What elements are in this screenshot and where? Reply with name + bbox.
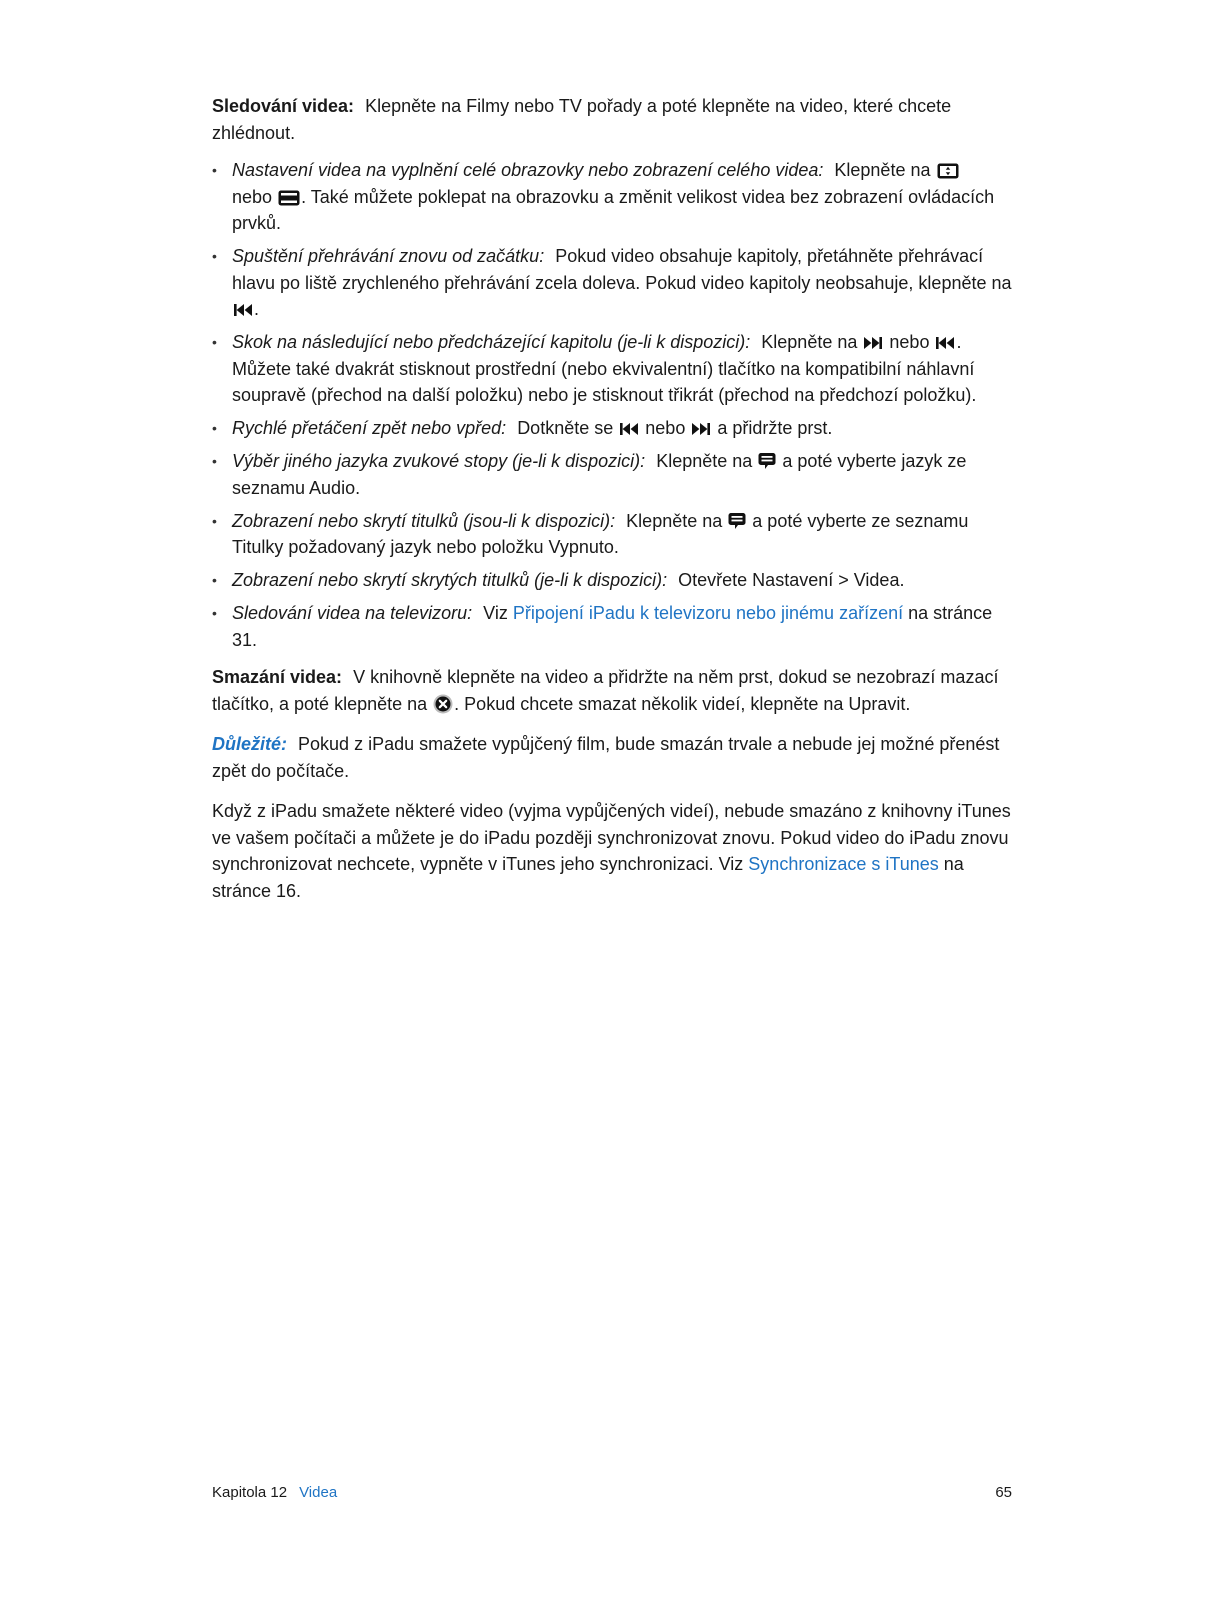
list-item-skip-chapter: [212, 329, 1012, 409]
audio-text-2: a poté vyberte jazyk ze seznamu Audio.: [232, 451, 967, 498]
skip-text-3: . Můžete také dvakrát stisknout prostřední (nebo ekvivalentní) tlačítko na kompatibilní náhlavní soupravě (přechod na další položku) nebo je stisknout třikrát (přechod na předchozí položku).: [232, 332, 977, 405]
important-paragraph: [212, 731, 1012, 784]
important-label: Důležité:: [212, 734, 288, 754]
previous-chapter-icon: [935, 335, 955, 351]
list-item-audio-language: [212, 448, 1012, 501]
delete-paragraph: [212, 664, 1012, 717]
list-item-closed-captions: [212, 567, 1012, 594]
sync-text-2: na stránce 16.: [212, 854, 964, 901]
sync-itunes-link[interactable]: Synchronizace s iTunes: [748, 854, 939, 874]
list-item-tv: [212, 600, 1012, 653]
tv-text-2: na stránce 31.: [232, 603, 993, 650]
skip-text-2: nebo: [889, 332, 930, 352]
fill-term: Nastavení videa na vyplnění celé obrazovky nebo zobrazení celého videa:: [232, 160, 824, 180]
video-controls-list: [212, 157, 1012, 653]
restart-text-2: .: [254, 299, 260, 319]
fit-screen-icon: [278, 190, 300, 206]
next-chapter-icon: [863, 335, 883, 351]
important-text: Pokud z iPadu smažete vypůjčený film, bude smazán trvale a nebude jej možné přenést zpět do počítače.: [212, 734, 1000, 781]
audio-text-1: Klepněte na: [656, 451, 753, 471]
skip-term: Skok na následující nebo předcházející kapitolu (je-li k dispozici):: [232, 332, 751, 352]
skip-text-1: Klepněte na: [761, 332, 858, 352]
list-item-subtitles: [212, 508, 1012, 561]
audio-term: Výběr jiného jazyka zvukové stopy (je-li k dispozici):: [232, 451, 646, 471]
fill-text-1: Klepněte na: [834, 160, 931, 180]
footer-chapter-name: Videa: [299, 1484, 338, 1501]
fill-text-2: nebo: [232, 186, 273, 207]
watch-term: Sledování videa:: [212, 96, 355, 116]
delete-icon: [433, 694, 453, 714]
restart-term: Spuštění přehrávání znovu od začátku:: [232, 246, 545, 266]
previous-chapter-icon: [619, 421, 639, 437]
delete-text-2: . Pokud chcete smazat několik videí, klepněte na Upravit.: [454, 693, 911, 714]
footer-chapter: Kapitola 12: [212, 1484, 288, 1501]
watch-text: Klepněte na Filmy nebo TV pořady a poté klepněte na video, které chcete zhlédnout.: [212, 96, 952, 143]
sync-paragraph: [212, 798, 1012, 904]
next-chapter-icon: [691, 421, 711, 437]
fill-text-3: . Také můžete poklepat na obrazovku a změnit velikost videa bez zobrazení ovládacích prvků.: [232, 186, 995, 233]
delete-text-1: V knihovně klepněte na video a přidržte na něm prst, dokud se nezobrazí mazací tlačítko, a poté klepněte na: [212, 667, 999, 714]
subtitles-text-1: Klepněte na: [626, 510, 723, 531]
list-item-restart: [212, 243, 1012, 323]
tv-term: Sledování videa na televizoru:: [232, 603, 473, 623]
page-number: 65: [995, 1484, 1012, 1501]
previous-chapter-icon: [233, 302, 253, 318]
scrub-term: Rychlé přetáčení zpět nebo vpřed:: [232, 418, 507, 438]
sync-text-1: Když z iPadu smažete některé video (vyjma vypůjčených videí), nebude smazáno z knihovny iTunes ve vašem počítači a můžete je do iPadu později synchronizovat znovu. Pokud video do iPadu znovu synchronizovat nechcete, vypněte v iTunes jeho synchronizaci. Viz: [212, 801, 1011, 874]
tv-connection-link[interactable]: Připojení iPadu k televizoru nebo jinému zařízení: [512, 603, 904, 623]
scrub-text-3: a přidržte prst.: [717, 418, 833, 438]
cc-text: Otevřete Nastavení > Videa.: [678, 570, 905, 590]
restart-text-1: Pokud video obsahuje kapitoly, přetáhněte přehrávací hlavu po liště zrychleného přehrávání zcela doleva. Pokud video kapitoly neobsahuje, klepněte na: [232, 246, 1012, 293]
fill-screen-icon: [937, 163, 959, 179]
subtitles-text-2: a poté vyberte ze seznamu Titulky požadovaný jazyk nebo položku Vypnuto.: [232, 510, 969, 557]
delete-term: Smazání videa:: [212, 667, 343, 687]
watch-paragraph: [212, 93, 1012, 146]
list-item-fill-screen: [212, 157, 1012, 237]
cc-term: Zobrazení nebo skrytí skrytých titulků (je-li k dispozici):: [232, 570, 668, 590]
speech-bubble-icon: [758, 452, 776, 470]
subtitles-term: Zobrazení nebo skrytí titulků (jsou-li k dispozici):: [232, 510, 616, 531]
speech-bubble-icon: [728, 512, 746, 530]
tv-text-1: Viz: [483, 603, 508, 623]
scrub-text-2: nebo: [645, 418, 686, 438]
list-item-scrub: [212, 415, 1012, 442]
scrub-text-1: Dotkněte se: [517, 418, 614, 438]
document-body: [212, 93, 1012, 915]
page-footer: [212, 1484, 1012, 1501]
